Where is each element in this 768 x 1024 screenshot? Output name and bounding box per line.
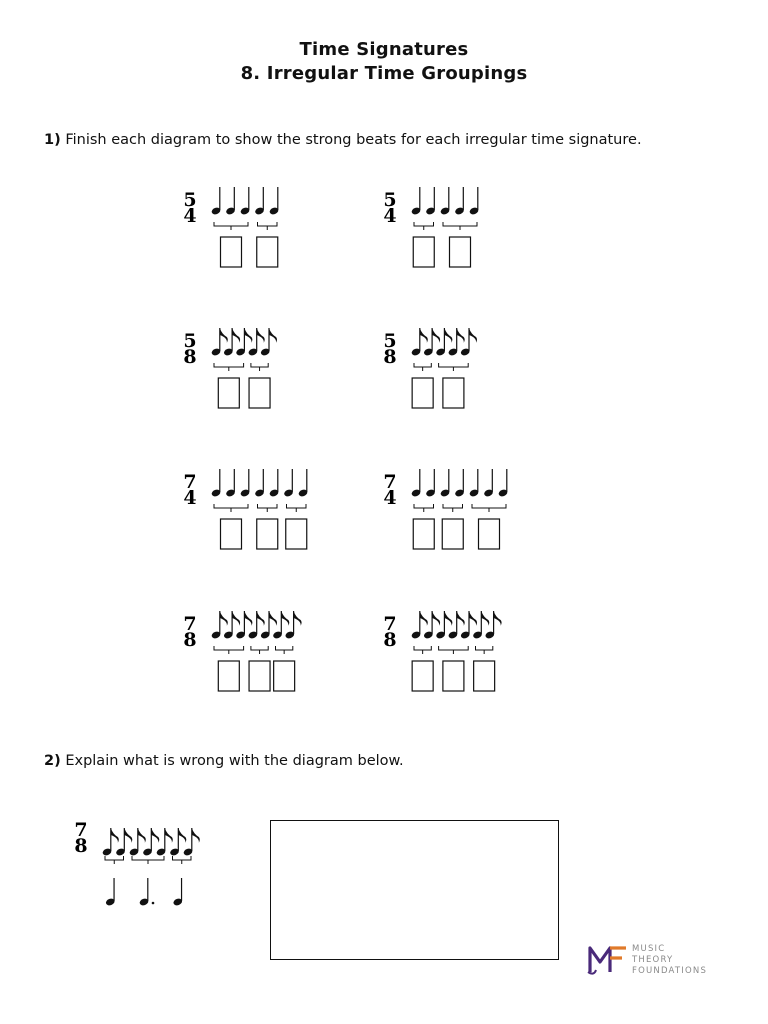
- note-flag: [469, 611, 477, 626]
- page-subtitle: 8. Irregular Time Groupings: [240, 63, 528, 84]
- beat-answer-box: [474, 661, 495, 691]
- beat-answer-box: [218, 378, 239, 408]
- beat-answer-box: [257, 519, 278, 549]
- note-flag: [432, 611, 440, 626]
- group-bracket: [439, 646, 469, 650]
- note-flag: [244, 611, 252, 626]
- note-flag: [178, 828, 186, 843]
- group-bracket: [414, 504, 434, 508]
- note-flag: [257, 328, 265, 343]
- note-flag: [494, 611, 502, 626]
- note-flag: [257, 611, 265, 626]
- note-flag: [244, 328, 252, 343]
- logo-line-2: THEORY: [632, 955, 674, 965]
- beat-answer-box: [443, 661, 464, 691]
- time-signature-bottom: 8: [183, 629, 197, 651]
- question-2-text: Explain what is wrong with the diagram below.: [65, 753, 404, 769]
- note-flag: [457, 611, 465, 626]
- beat-answer-box: [257, 237, 278, 267]
- note-flag: [138, 828, 146, 843]
- note-flag: [192, 828, 200, 843]
- time-signature-top: 5: [383, 330, 397, 352]
- note-flag: [432, 328, 440, 343]
- beat-answer-box: [412, 661, 433, 691]
- time-signature-bottom: 8: [183, 346, 197, 368]
- beat-answer-box: [249, 378, 270, 408]
- note-flag: [151, 828, 159, 843]
- time-signature-bottom: 4: [183, 205, 197, 227]
- beat-answer-box: [221, 519, 242, 549]
- time-signature-top: 7: [74, 819, 88, 841]
- group-bracket: [214, 222, 248, 226]
- note-flag: [124, 828, 132, 843]
- dot: [152, 902, 155, 905]
- group-bracket: [472, 504, 506, 508]
- note-flag: [457, 328, 465, 343]
- time-signature-bottom: 4: [383, 487, 397, 509]
- note-flag: [232, 611, 240, 626]
- time-signature-top: 7: [383, 613, 397, 635]
- time-signature-top: 5: [183, 189, 197, 211]
- note-flag: [220, 611, 228, 626]
- beat-answer-box: [413, 237, 434, 267]
- logo-line-3: FOUNDATIONS: [632, 966, 708, 976]
- group-bracket: [251, 363, 268, 367]
- note-flag: [232, 328, 240, 343]
- beat-answer-box: [479, 519, 500, 549]
- group-bracket: [132, 856, 164, 860]
- time-signature-bottom: 4: [383, 205, 397, 227]
- note-flag: [165, 828, 173, 843]
- question-2-number: 2): [44, 753, 61, 769]
- time-signature-top: 7: [383, 471, 397, 493]
- beat-answer-box: [412, 378, 433, 408]
- beat-answer-box: [442, 519, 463, 549]
- beat-answer-box: [274, 661, 295, 691]
- time-signature-bottom: 8: [383, 346, 397, 368]
- group-bracket: [258, 504, 278, 508]
- note-flag: [481, 611, 489, 626]
- group-bracket: [214, 504, 248, 508]
- note-flag: [281, 611, 289, 626]
- beat-answer-box: [413, 519, 434, 549]
- group-bracket: [251, 646, 268, 650]
- time-signature-top: 7: [183, 471, 197, 493]
- beat-answer-box: [443, 378, 464, 408]
- note-flag: [111, 828, 119, 843]
- group-bracket: [476, 646, 493, 650]
- beat-answer-box: [286, 519, 307, 549]
- time-signature-top: 7: [183, 613, 197, 635]
- note-flag: [294, 611, 302, 626]
- answer-box[interactable]: [270, 820, 559, 960]
- note-flag: [444, 328, 452, 343]
- mtf-logo: [586, 942, 630, 976]
- beat-answer-box: [450, 237, 471, 267]
- group-bracket: [414, 222, 434, 226]
- group-bracket: [414, 646, 431, 650]
- beat-answer-box: [249, 661, 270, 691]
- time-signature-bottom: 8: [74, 835, 88, 857]
- note-flag: [420, 611, 428, 626]
- question-1-text: Finish each diagram to show the strong beats for each irregular time signature.: [65, 132, 642, 148]
- group-bracket: [439, 363, 469, 367]
- time-signature-top: 5: [183, 330, 197, 352]
- question-1-number: 1): [44, 132, 61, 148]
- group-bracket: [414, 363, 431, 367]
- note-flag: [444, 611, 452, 626]
- group-bracket: [214, 363, 244, 367]
- time-signature-bottom: 8: [383, 629, 397, 651]
- note-flag: [469, 328, 477, 343]
- beat-answer-box: [221, 237, 242, 267]
- logo-line-1: MUSIC: [632, 944, 666, 954]
- group-bracket: [214, 646, 244, 650]
- note-flag: [269, 328, 277, 343]
- time-signature-top: 5: [383, 189, 397, 211]
- group-bracket: [443, 504, 463, 508]
- time-signature-bottom: 4: [183, 487, 197, 509]
- note-flag: [420, 328, 428, 343]
- page-title: Time Signatures: [299, 39, 469, 60]
- group-bracket: [443, 222, 477, 226]
- group-bracket: [258, 222, 278, 226]
- group-bracket: [276, 646, 293, 650]
- note-flag: [269, 611, 277, 626]
- group-bracket: [287, 504, 307, 508]
- group-bracket: [173, 856, 192, 860]
- beat-answer-box: [218, 661, 239, 691]
- group-bracket: [105, 856, 124, 860]
- note-flag: [220, 328, 228, 343]
